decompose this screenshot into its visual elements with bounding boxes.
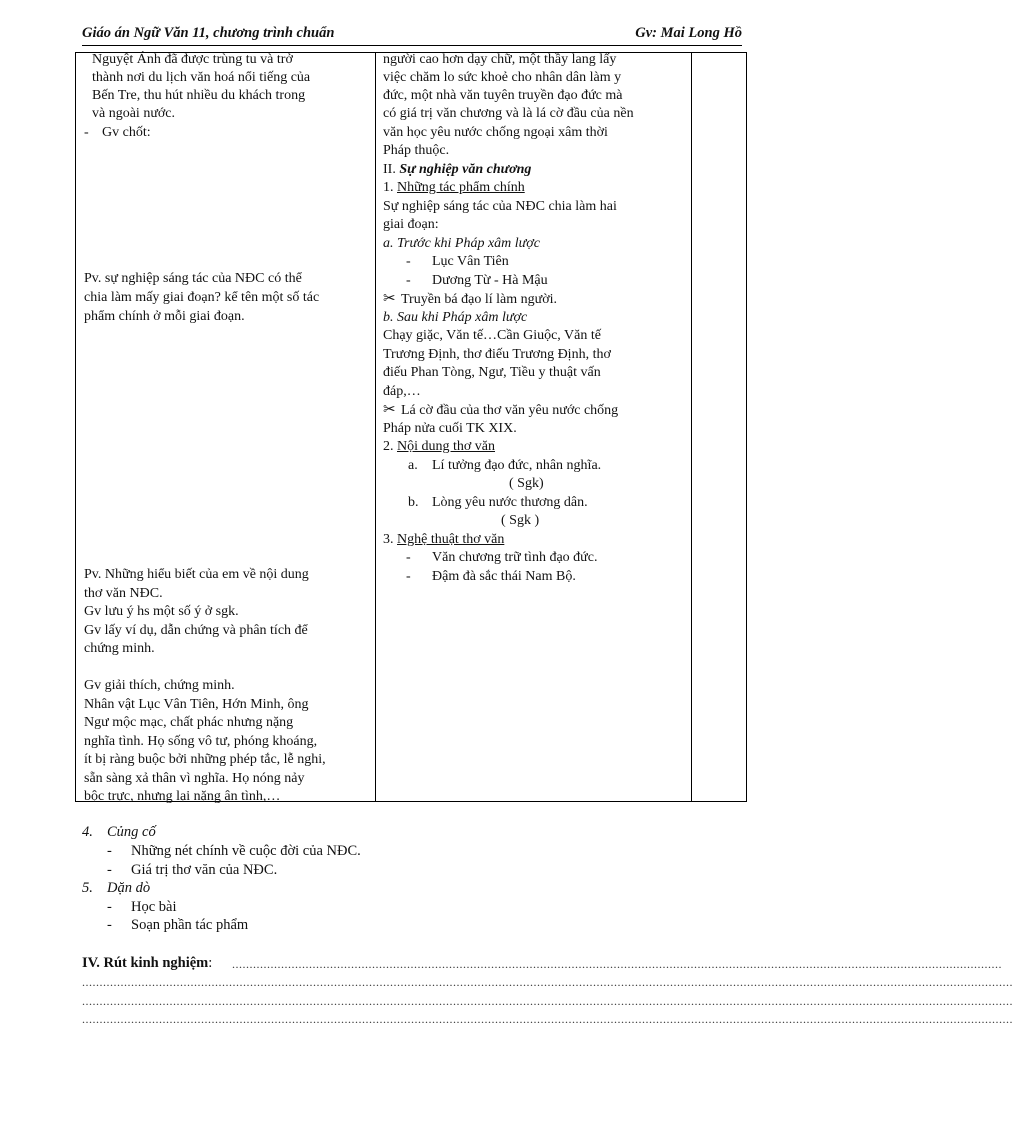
question-line: thơ văn NĐC. (84, 586, 163, 601)
lesson-table (75, 52, 747, 802)
step-title: Dặn dò (107, 880, 151, 896)
step-number: 5. (82, 880, 93, 896)
text-line: và ngoài nước. (92, 106, 176, 121)
text-line: đáp,… (383, 384, 421, 399)
step-title: Củng cố (107, 824, 156, 840)
content-item: Lí tưởng đạo đức, nhân nghĩa. (432, 458, 602, 473)
text-line: sẵn sàng xả thân vì nghĩa. Họ nóng nảy (84, 771, 305, 786)
column-divider-1 (375, 53, 376, 801)
experience-heading (82, 954, 212, 972)
conclusion-line (383, 401, 618, 420)
homework-item: Soạn phần tác phẩm (131, 917, 249, 933)
text-line: điếu Phan Tòng, Ngư, Tiều y thuật vấn (383, 365, 601, 380)
subheading-title: Những tác phẩm chính (397, 180, 525, 195)
subheading (383, 531, 504, 549)
text-line: Gv lấy ví dụ, dẫn chứng và phân tích để (84, 623, 308, 638)
text-line: người cao hơn dạy chữ, một thầy lang lấy (383, 52, 617, 67)
list-dash: - (107, 917, 112, 933)
list-dash: - (107, 843, 112, 859)
reference: ( Sgk) (509, 476, 544, 491)
item-letter: b. (408, 495, 419, 510)
subheading (383, 179, 525, 197)
text-line: văn học yêu nước chống ngoại xâm thời (383, 125, 608, 140)
column-divider-2 (691, 53, 692, 801)
question-line: chia làm mấy giai đoạn? kể tên một số tác (84, 290, 320, 305)
subheading-number: 1. (383, 180, 394, 195)
subheading-title: Nội dung thơ văn (397, 439, 496, 454)
list-dash: - (107, 899, 112, 915)
art-item: Văn chương trữ tình đạo đức. (432, 550, 598, 565)
scissors-icon: ✂ (383, 402, 396, 418)
text-line: Pháp nửa cuối TK XIX. (383, 421, 517, 436)
page-header (82, 25, 742, 46)
section-heading (383, 161, 531, 179)
dotted-line: .......................................................................................................................................................................................................................................................................... (82, 1012, 1013, 1026)
text-line: ít bị ràng buộc bởi những phép tắc, lễ nghi, (84, 752, 326, 767)
text-line: bộc trực, nhưng lại nặng ân tình,… (84, 789, 281, 804)
period-title: b. Sau khi Pháp xâm lược (383, 310, 528, 325)
text-line: chứng minh. (84, 641, 155, 656)
experience-colon: : (208, 955, 213, 971)
review-item: Những nét chính về cuộc đời của NĐC. (131, 843, 361, 859)
work-item: Lục Vân Tiên (432, 254, 509, 269)
text-line: Gv chốt: (102, 125, 151, 140)
header-teacher: Gv: Mai Long Hồ (635, 25, 742, 41)
subheading (383, 438, 495, 456)
scissors-icon: ✂ (383, 291, 396, 307)
text-line: Nguyệt Ánh đã được trùng tu và trở (92, 52, 293, 67)
subheading-number: 3. (383, 532, 394, 547)
text-line: đức, một nhà văn tuyên truyền đạo đức mà (383, 88, 623, 103)
section-number: II. (383, 162, 396, 177)
list-dash: - (406, 254, 411, 269)
subheading-title: Nghệ thuật thơ văn (397, 532, 505, 547)
list-dash: - (107, 862, 112, 878)
text-line: Ngư mộc mạc, chất phác nhưng nặng (84, 715, 294, 730)
text-line: nghĩa tình. Họ sống vô tư, phóng khoáng, (84, 734, 318, 749)
question-line: Pv. Những hiểu biết của em về nội dung (84, 567, 309, 582)
text-line: Nhân vật Lục Vân Tiên, Hớn Minh, ông (84, 697, 309, 712)
text-line: Gv giải thích, chứng minh. (84, 678, 235, 693)
conclusion-text: Lá cờ đầu của thơ văn yêu nước chống (401, 403, 619, 418)
question-line: Pv. sự nghiệp sáng tác của NĐC có thể (84, 271, 302, 286)
homework-item: Học bài (131, 899, 177, 915)
text-line: giai đoạn: (383, 217, 439, 232)
work-item: Dương Từ - Hà Mậu (432, 273, 548, 288)
dotted-line: ............................................................................................................................................................................................................................ (232, 957, 1002, 971)
text-line: việc chăm lo sức khoẻ cho nhân dân làm y (383, 70, 622, 85)
item-letter: a. (408, 458, 418, 473)
question-line: phẩm chính ở mỗi giai đoạn. (84, 309, 245, 324)
text-line: thành nơi du lịch văn hoá nổi tiếng của (92, 70, 311, 85)
conclusion-text: Truyền bá đạo lí làm người. (401, 292, 558, 307)
subheading-number: 2. (383, 439, 394, 454)
list-dash: - (84, 125, 89, 140)
period-title: a. Trước khi Pháp xâm lược (383, 236, 540, 251)
text-line: Bến Tre, thu hút nhiều du khách trong (92, 88, 306, 103)
experience-title: IV. Rút kinh nghiệm (82, 955, 209, 971)
text-line: Gv lưu ý hs một số ý ở sgk. (84, 604, 239, 619)
header-course-title: Giáo án Ngữ Văn 11, chương trình chuẩn (82, 25, 335, 41)
text-line: Sự nghiệp sáng tác của NĐC chia làm hai (383, 199, 617, 214)
step-number: 4. (82, 824, 93, 840)
content-item: Lòng yêu nước thương dân. (432, 495, 588, 510)
reference: ( Sgk ) (501, 513, 540, 528)
text-line: Pháp thuộc. (383, 143, 450, 158)
text-line: Chạy giặc, Văn tế…Cần Giuộc, Văn tế (383, 328, 601, 343)
conclusion-line (383, 290, 557, 309)
text-line: Trương Định, thơ điếu Trương Định, thơ (383, 347, 611, 362)
list-dash: - (406, 569, 411, 584)
dotted-line: .......................................................................................................................................................................................................................................................................... (82, 975, 1013, 989)
dotted-line: .......................................................................................................................................................................................................................................................................... (82, 994, 1013, 1008)
list-dash: - (406, 273, 411, 288)
list-dash: - (406, 550, 411, 565)
text-line: có giá trị văn chương và là lá cờ đầu của nền (383, 106, 634, 121)
review-item: Giá trị thơ văn của NĐC. (131, 862, 278, 878)
art-item: Đậm đà sắc thái Nam Bộ. (432, 569, 576, 584)
section-title: Sự nghiệp văn chương (399, 162, 532, 177)
